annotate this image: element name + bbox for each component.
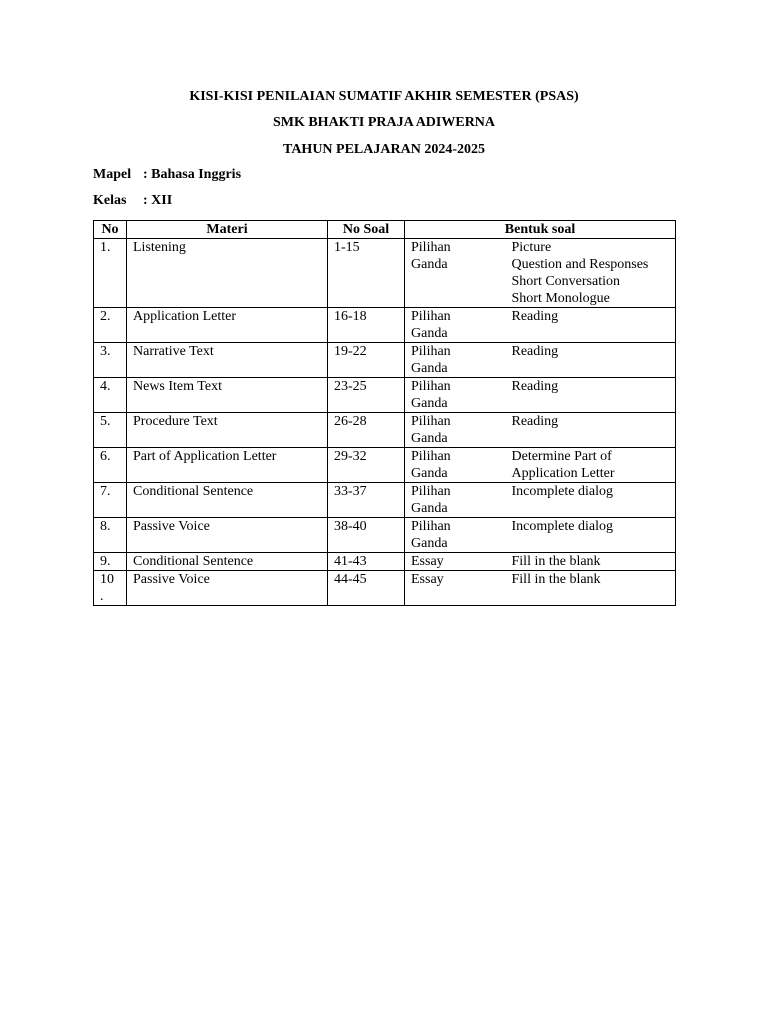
bentuk-cell (405, 413, 506, 448)
no-soal-cell-text: 29-32 (334, 449, 367, 464)
table-header-row (94, 221, 676, 239)
no-soal-cell (328, 239, 405, 308)
materi-cell (127, 413, 328, 448)
kisi-kisi-table (93, 220, 676, 606)
materi-cell (127, 239, 328, 308)
header-bentuk-soal: Bentuk soal (405, 221, 676, 239)
bentuk-detail-cell-text: Fill in the blank (511, 554, 601, 569)
row-number-cell (94, 343, 127, 378)
materi-cell-text: Passive Voice (133, 519, 210, 534)
header-no-soal: No Soal (328, 221, 405, 239)
bentuk-detail-cell-text: Picture Question and Responses Short Conversation Short Monologue (511, 240, 649, 306)
table-row (94, 378, 676, 413)
table-row (94, 448, 676, 483)
table-row (94, 553, 676, 571)
no-soal-cell (328, 571, 405, 606)
materi-cell-text: Conditional Sentence (133, 484, 254, 499)
bentuk-detail-cell (506, 413, 676, 448)
bentuk-cell-text: Pilihan Ganda (411, 414, 451, 446)
no-soal-cell-text: 1-15 (334, 240, 360, 255)
bentuk-cell-text: Pilihan Ganda (411, 519, 451, 551)
bentuk-cell (405, 483, 506, 518)
bentuk-detail-cell-text: Reading (511, 344, 559, 359)
bentuk-detail-cell (506, 571, 676, 606)
bentuk-detail-cell-text: Incomplete dialog (511, 519, 613, 534)
materi-cell-text: News Item Text (133, 379, 222, 394)
bentuk-cell (405, 448, 506, 483)
bentuk-cell-text: Pilihan Ganda (411, 309, 451, 341)
bentuk-detail-cell-text: Reading (511, 379, 559, 394)
row-number-cell (94, 308, 127, 343)
class-value: : XII (143, 193, 173, 208)
table-row (94, 571, 676, 606)
materi-cell-text: Procedure Text (133, 414, 218, 429)
bentuk-detail-cell-text: Reading (511, 414, 559, 429)
materi-cell (127, 308, 328, 343)
bentuk-cell-text: Pilihan Ganda (411, 344, 451, 376)
row-number-cell-text: 9. (100, 554, 111, 569)
no-soal-cell-text: 16-18 (334, 309, 367, 324)
row-number-cell (94, 413, 127, 448)
materi-cell (127, 448, 328, 483)
row-number-cell-text: 8. (100, 519, 111, 534)
no-soal-cell-text: 33-37 (334, 484, 367, 499)
row-number-cell (94, 378, 127, 413)
no-soal-cell-text: 41-43 (334, 554, 367, 569)
row-number-cell-text: 4. (100, 379, 111, 394)
table-body (94, 239, 676, 606)
bentuk-detail-cell (506, 518, 676, 553)
no-soal-cell (328, 483, 405, 518)
bentuk-cell (405, 518, 506, 553)
bentuk-cell (405, 308, 506, 343)
class-line (93, 193, 172, 209)
materi-cell (127, 518, 328, 553)
bentuk-detail-cell (506, 308, 676, 343)
row-number-cell (94, 553, 127, 571)
materi-cell-text: Narrative Text (133, 344, 214, 359)
row-number-cell-text: 6. (100, 449, 111, 464)
no-soal-cell-text: 44-45 (334, 572, 367, 587)
row-number-cell (94, 483, 127, 518)
academic-year: TAHUN PELAJARAN 2024-2025 (283, 142, 485, 157)
no-soal-cell (328, 448, 405, 483)
bentuk-cell-text: Essay (411, 572, 444, 587)
subject-label: Mapel (93, 167, 132, 182)
bentuk-detail-cell (506, 378, 676, 413)
row-number-cell-text: 1. (100, 240, 111, 255)
bentuk-detail-cell (506, 343, 676, 378)
materi-cell-text: Part of Application Letter (133, 449, 277, 464)
bentuk-detail-cell (506, 483, 676, 518)
bentuk-detail-cell-text: Fill in the blank (511, 572, 601, 587)
header-materi: Materi (127, 221, 328, 239)
bentuk-detail-cell (506, 239, 676, 308)
no-soal-cell (328, 518, 405, 553)
materi-cell-text: Listening (133, 240, 186, 255)
row-number-cell (94, 448, 127, 483)
bentuk-detail-cell-text: Determine Part of Application Letter (511, 449, 615, 481)
bentuk-cell-text: Pilihan Ganda (411, 449, 451, 481)
subject-line (93, 167, 241, 183)
class-label: Kelas (93, 193, 127, 208)
materi-cell-text: Passive Voice (133, 572, 210, 587)
materi-cell-text: Application Letter (133, 309, 237, 324)
no-soal-cell-text: 23-25 (334, 379, 367, 394)
subject-value: : Bahasa Inggris (143, 167, 242, 182)
materi-cell (127, 343, 328, 378)
bentuk-cell (405, 553, 506, 571)
bentuk-detail-cell-text: Reading (511, 309, 559, 324)
no-soal-cell-text: 26-28 (334, 414, 367, 429)
materi-cell (127, 553, 328, 571)
document-title: KISI-KISI PENILAIAN SUMATIF AKHIR SEMESTER (PSAS) (189, 89, 579, 104)
bentuk-cell-text: Pilihan Ganda (411, 484, 451, 516)
no-soal-cell-text: 19-22 (334, 344, 367, 359)
row-number-cell-text: 10 . (100, 572, 114, 604)
table-row (94, 343, 676, 378)
bentuk-cell (405, 239, 506, 308)
row-number-cell (94, 571, 127, 606)
materi-cell-text: Conditional Sentence (133, 554, 254, 569)
no-soal-cell (328, 378, 405, 413)
table-row (94, 483, 676, 518)
bentuk-cell (405, 343, 506, 378)
no-soal-cell (328, 308, 405, 343)
bentuk-cell-text: Pilihan Ganda (411, 240, 451, 272)
materi-cell (127, 483, 328, 518)
bentuk-cell (405, 571, 506, 606)
no-soal-cell-text: 38-40 (334, 519, 367, 534)
school-name: SMK BHAKTI PRAJA ADIWERNA (272, 115, 496, 130)
bentuk-detail-cell (506, 553, 676, 571)
table-row (94, 518, 676, 553)
row-number-cell-text: 5. (100, 414, 111, 429)
row-number-cell (94, 239, 127, 308)
no-soal-cell (328, 343, 405, 378)
table-row (94, 239, 676, 308)
header-no: No (94, 221, 127, 239)
row-number-cell (94, 518, 127, 553)
bentuk-detail-cell (506, 448, 676, 483)
bentuk-cell-text: Pilihan Ganda (411, 379, 451, 411)
row-number-cell-text: 3. (100, 344, 111, 359)
row-number-cell-text: 7. (100, 484, 111, 499)
no-soal-cell (328, 413, 405, 448)
materi-cell (127, 571, 328, 606)
table-row (94, 413, 676, 448)
row-number-cell-text: 2. (100, 309, 111, 324)
table-row (94, 308, 676, 343)
bentuk-detail-cell-text: Incomplete dialog (511, 484, 613, 499)
materi-cell (127, 378, 328, 413)
bentuk-cell (405, 378, 506, 413)
no-soal-cell (328, 553, 405, 571)
bentuk-cell-text: Essay (411, 554, 444, 569)
